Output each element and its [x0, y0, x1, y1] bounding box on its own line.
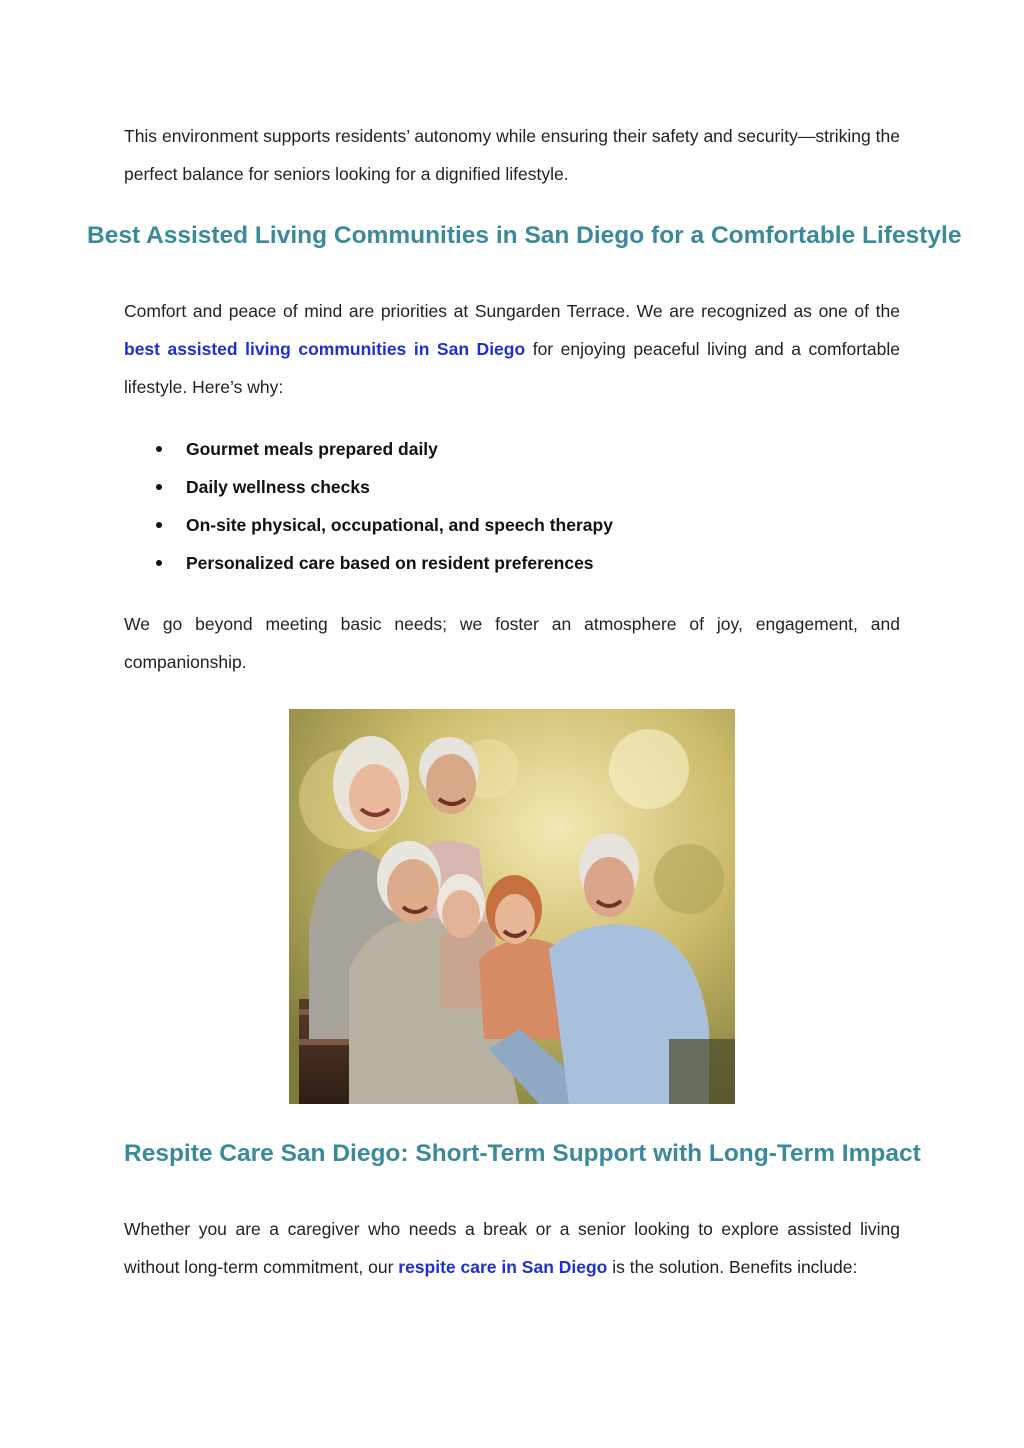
respite-text-after: is the solution. Benefits include: [607, 1257, 858, 1277]
list-item [124, 506, 900, 544]
intro-text: This environment supports residents’ autonomy while ensuring their safety and security—striking the perfect balance for seniors looking for a dignified lifestyle. [124, 126, 900, 184]
list-item [124, 468, 900, 506]
assisted-living-paragraph [124, 292, 900, 406]
list-item-label: Daily wellness checks [186, 477, 370, 497]
list-item [124, 430, 900, 468]
assisted-living-text-before: Comfort and peace of mind are priorities at Sungarden Terrace. We are recognized as one of the [124, 301, 900, 321]
section-heading-assisted-living: Best Assisted Living Communities in San Diego for a Comfortable Lifestyle [87, 222, 962, 249]
respite-text-before: Whether you are a caregiver who needs a break or a senior looking to explore assisted living without long-term commitment, our [124, 1219, 900, 1277]
list-item [124, 544, 900, 582]
list-item-label: Personalized care based on resident preferences [186, 553, 594, 573]
bullet-icon [156, 522, 162, 528]
list-item-label: Gourmet meals prepared daily [186, 439, 438, 459]
section-heading-respite-care: Respite Care San Diego: Short-Term Support with Long-Term Impact [124, 1140, 921, 1167]
group-of-smiling-seniors-photo-icon [289, 709, 735, 1104]
assisted-living-text-after: for enjoying peaceful living and a comfortable lifestyle. Here’s why: [124, 339, 900, 397]
list-item-label: On-site physical, occupational, and speech therapy [186, 515, 613, 535]
respite-care-paragraph [124, 1210, 900, 1286]
benefits-list [124, 430, 900, 582]
seniors-photo [289, 709, 735, 1104]
respite-care-link[interactable]: respite care in San Diego [398, 1257, 608, 1277]
closing-text: We go beyond meeting basic needs; we foster an atmosphere of joy, engagement, and companionship. [124, 614, 900, 672]
bullet-icon [156, 484, 162, 490]
intro-paragraph [124, 117, 900, 193]
best-assisted-living-link[interactable]: best assisted living communities in San Diego [124, 339, 526, 359]
bullet-icon [156, 560, 162, 566]
closing-paragraph [124, 605, 900, 681]
bullet-icon [156, 446, 162, 452]
